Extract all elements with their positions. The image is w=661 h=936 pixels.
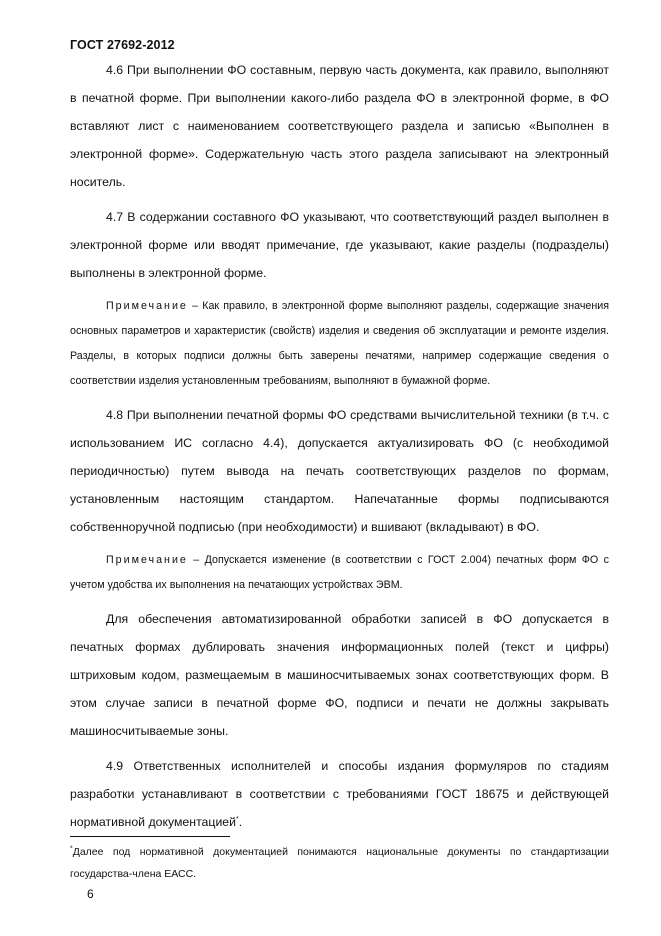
- document-header: ГОСТ 27692-2012: [70, 38, 175, 52]
- paragraph-4-8: 4.8 При выполнении печатной формы ФО средствами вычислительной техники (в т.ч. с использованием ИС согласно 4.4), допускается актуализировать ФО (с необходимой периодичностью) путем вывода на печать соответствующих разделов по формам, установленным настоящим стандартом. Напечатанные формы подписываются собственноручной подписью (при необходимости) и вшивают (вкладывают) в ФО.: [70, 408, 609, 534]
- paragraph-automation: Для обеспечения автоматизированной обработки записей в ФО допускается в печатных формах дублировать значения информационных полей (текст и цифры) штриховым кодом, размещаемым в машиносчитываемых зонах соответствующих форм. В этом случае записи в печатной форме ФО, подписи и печати не должны закрывать машиносчитываемые зоны.: [70, 612, 609, 738]
- page-body: [70, 56, 609, 836]
- note-1: [70, 294, 609, 394]
- paragraph-4-9-end: .: [238, 815, 243, 829]
- note-2: [70, 548, 609, 598]
- paragraph-4-9: [70, 752, 609, 836]
- paragraph-4-6: 4.6 При выполнении ФО составным, первую часть документа, как правило, выполняют в печатной форме. При выполнении какого-либо раздела ФО в электронной форме, в ФО вставляют лист с наименованием соответствующего раздела и записью «Выполнен в электронной форме». Содержательную часть этого раздела записывают на электронный носитель.: [70, 63, 609, 189]
- footnote-text: Далее под нормативной документацией понимаются национальные документы по стандартизации государства-члена ЕАСС.: [70, 846, 609, 880]
- footnote: [70, 841, 609, 885]
- footnote-mark: *: [70, 845, 73, 853]
- note-1-text: – Как правило, в электронной форме выполняют разделы, содержащие значения основных параметров и характеристик (свойств) изделия и сведения об эксплуатации и ремонте изделия. Разделы, в которых подписи должны быть заверены печатями, например содержащие сведения о соответствии изделия установленным требованиям, выполняют в бумажной форме.: [70, 300, 609, 387]
- paragraph-4-7: 4.7 В содержании составного ФО указывают, что соответствующий раздел выполнен в электронной форме или вводят примечание, где указывают, какие разделы (подразделы) выполнены в электронной форме.: [70, 210, 609, 280]
- paragraph-4-9-text: 4.9 Ответственных исполнителей и способы издания формуляров по стадиям разработки устанавливают в соответствии с требованиями ГОСТ 18675 и действующей нормативной документацией: [70, 759, 609, 829]
- page-number: 6: [87, 887, 94, 901]
- note-2-text: – Допускается изменение (в соответствии с ГОСТ 2.004) печатных форм ФО с учетом удобства их выполнения на печатающих устройствах ЭВМ.: [70, 554, 609, 591]
- note-1-label: Примечание: [106, 300, 188, 312]
- footnote-reference: *: [236, 815, 239, 823]
- footnote-separator: [70, 836, 230, 837]
- note-2-label: Примечание: [106, 554, 188, 566]
